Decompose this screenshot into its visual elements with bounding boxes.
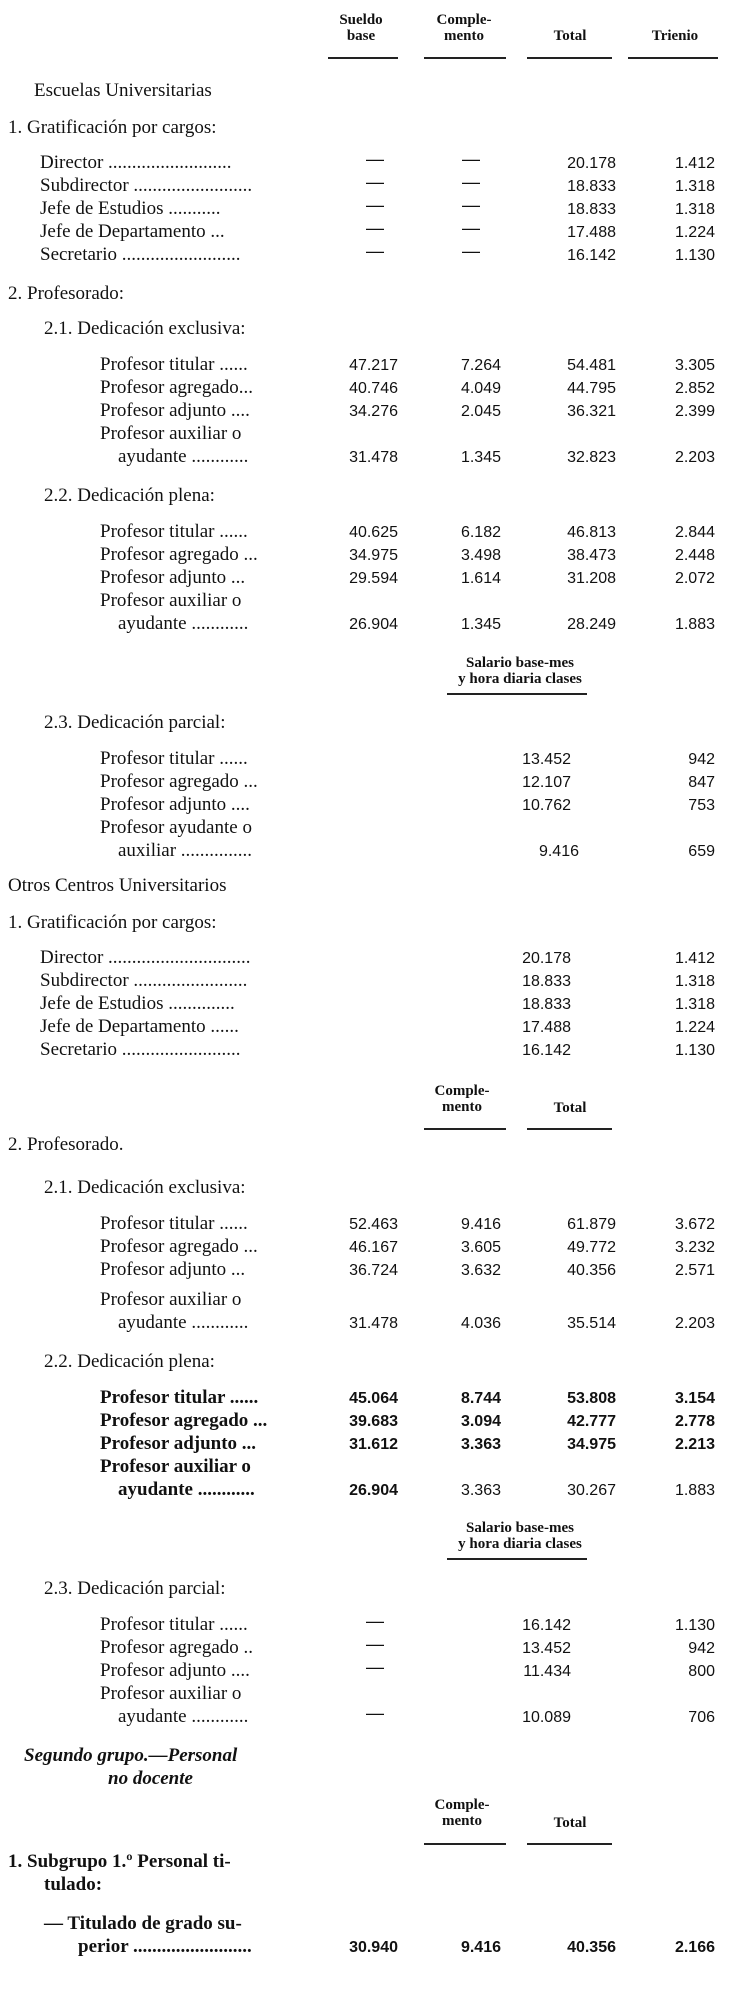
comp-cell: 3.363 (460, 1482, 501, 1499)
row-label: Profesor adjunto .... (100, 400, 250, 421)
cargo-label: Jefe de Estudios .............. (40, 993, 235, 1014)
cargo-total: 20.178 (522, 950, 571, 967)
comp-cell: 3.632 (460, 1262, 501, 1279)
sueldo-cell: 52.463 (349, 1216, 398, 1233)
header-rule (424, 1843, 506, 1845)
trienio-cell: 2.203 (674, 449, 715, 466)
cargo-label: Secretario ......................... (40, 1039, 241, 1060)
header-sueldo-base: Sueldo base (339, 12, 383, 44)
salario-cell: 16.142 (522, 1617, 571, 1634)
subgrupo-heading: 1. Subgrupo 1.º Personal ti- (8, 1851, 231, 1872)
row-label: Profesor agregado ... (100, 1410, 268, 1431)
total-cell: 40.356 (567, 1262, 616, 1279)
trienio-cell: 2.213 (674, 1436, 715, 1453)
comp-cell: 2.045 (460, 403, 501, 420)
row-label: Profesor agregado ... (100, 1236, 258, 1257)
row-label: Profesor auxiliar o (100, 1456, 251, 1477)
cargo-label: Jefe de Departamento ...... (40, 1016, 239, 1037)
cargo-label: Secretario ......................... (40, 244, 241, 265)
trienio-cell: 942 (688, 1640, 715, 1657)
cargo-trienio: 1.318 (674, 201, 715, 218)
total-cell: 44.795 (567, 380, 616, 397)
cargo-trienio: 1.224 (674, 1019, 715, 1036)
cargo-trienio: 1.224 (674, 224, 715, 241)
sueldo-cell: 39.683 (349, 1413, 398, 1430)
header-total: Total (553, 28, 587, 44)
comp-cell: 3.605 (460, 1239, 501, 1256)
row-label: Profesor agregado .. (100, 1637, 254, 1658)
cargo-label: Director .......................... (40, 152, 232, 173)
sueldo-cell: 31.478 (349, 1315, 398, 1332)
row-label: Profesor agregado ... (100, 544, 258, 565)
dash: — (366, 218, 384, 238)
cargo-label: Jefe de Estudios ........... (40, 198, 221, 219)
row-label-cont: ayudante ............ (118, 1479, 255, 1500)
sueldo-cell: 26.904 (349, 1482, 398, 1499)
trienio-cell: 2.571 (674, 1262, 715, 1279)
trienio-cell: 2.844 (674, 524, 715, 541)
profesorado-heading: 2. Profesorado. (8, 1134, 124, 1155)
section-title: Otros Centros Universitarios (8, 875, 227, 896)
salario-cell: 10.089 (522, 1709, 571, 1726)
dash: — (366, 195, 384, 215)
subsection-heading: 2.3. Dedicación parcial: (44, 712, 226, 733)
header-total: Total (553, 1815, 587, 1831)
header-rule (527, 57, 612, 59)
trienio-cell: 3.154 (674, 1390, 715, 1407)
sueldo-cell: 31.612 (349, 1436, 398, 1453)
total-cell: 34.975 (567, 1436, 616, 1453)
dash: — (462, 241, 480, 261)
salario-cell: 10.762 (522, 797, 571, 814)
comp-cell: 3.363 (460, 1436, 501, 1453)
row-label-cont: ayudante ............ (118, 446, 249, 467)
cargo-total: 18.833 (522, 973, 571, 990)
comp-cell: 4.049 (460, 380, 501, 397)
salario-cell: 13.452 (522, 1640, 571, 1657)
comp-cell: 1.614 (460, 570, 501, 587)
dash: — (462, 218, 480, 238)
row-label: Profesor titular ...... (100, 1213, 248, 1234)
row-label: Profesor agregado ... (100, 771, 258, 792)
total-cell: 46.813 (567, 524, 616, 541)
cargo-total: 17.488 (567, 224, 616, 241)
cargo-total: 16.142 (522, 1042, 571, 1059)
sueldo-cell: 47.217 (349, 357, 398, 374)
cargos-heading: 1. Gratificación por cargos: (8, 912, 217, 933)
total-cell: 54.481 (567, 357, 616, 374)
total-cell: 53.808 (567, 1390, 616, 1407)
trienio-cell: 1.130 (674, 1617, 715, 1634)
comp-cell: 9.416 (460, 1939, 501, 1956)
trienio-cell: 2.166 (674, 1939, 715, 1956)
total-cell: 42.777 (567, 1413, 616, 1430)
header-complemento: Comple- mento (434, 1083, 490, 1115)
trienio-cell: 2.852 (674, 380, 715, 397)
salario-cell: 11.434 (523, 1663, 571, 1680)
trienio-cell: 659 (688, 843, 715, 860)
trienio-cell: 2.203 (674, 1315, 715, 1332)
row-label: Profesor titular ...... (100, 1387, 259, 1408)
trienio-cell: 2.072 (674, 570, 715, 587)
dash: — (366, 1634, 384, 1654)
salario-header-line: Salario base-mes (466, 1520, 574, 1536)
cargo-trienio: 1.412 (674, 950, 715, 967)
cargo-label: Director .............................. (40, 947, 251, 968)
total-cell: 32.823 (567, 449, 616, 466)
header-rule (424, 57, 506, 59)
cargo-trienio: 1.130 (674, 1042, 715, 1059)
row-label: Profesor adjunto ... (100, 567, 246, 588)
dash: — (366, 1703, 384, 1723)
header-rule (527, 1128, 612, 1130)
group-title-cont: no docente (108, 1768, 193, 1789)
trienio-cell: 3.232 (674, 1239, 715, 1256)
subsection-heading: 2.3. Dedicación parcial: (44, 1578, 226, 1599)
trienio-cell: 1.883 (674, 616, 715, 633)
group-title: Segundo grupo.—Personal (24, 1745, 238, 1766)
total-cell: 28.249 (567, 616, 616, 633)
cargo-total: 18.833 (567, 201, 616, 218)
comp-cell: 1.345 (460, 616, 501, 633)
subsection-heading: 2.2. Dedicación plena: (44, 485, 215, 506)
sueldo-cell: 40.746 (349, 380, 398, 397)
trienio-cell: 2.448 (674, 547, 715, 564)
cargo-total: 17.488 (522, 1019, 571, 1036)
row-label: Profesor titular ...... (100, 748, 248, 769)
total-cell: 49.772 (567, 1239, 616, 1256)
salario-header-line: y hora diaria clases (458, 1536, 582, 1552)
sueldo-cell: 40.625 (349, 524, 398, 541)
subgrupo-heading-cont: tulado: (44, 1874, 103, 1895)
total-cell: 30.267 (567, 1482, 616, 1499)
trienio-cell: 3.305 (674, 357, 715, 374)
dash: — (366, 1657, 384, 1677)
dash: — (366, 1611, 384, 1631)
row-label-cont: ayudante ............ (118, 613, 249, 634)
cargo-label: Subdirector ........................ (40, 970, 248, 991)
comp-cell: 7.264 (460, 357, 501, 374)
subsection-heading: 2.1. Dedicación exclusiva: (44, 1177, 246, 1198)
row-label: Profesor adjunto ... (100, 1259, 246, 1280)
sueldo-cell: 30.940 (349, 1939, 398, 1956)
trienio-cell: 1.883 (674, 1482, 715, 1499)
comp-cell: 9.416 (460, 1216, 501, 1233)
cargo-trienio: 1.318 (674, 178, 715, 195)
salario-header (415, 655, 625, 687)
row-label: Profesor titular ...... (100, 354, 248, 375)
comp-cell: 1.345 (460, 449, 501, 466)
salario-cell: 9.416 (538, 843, 579, 860)
row-label: Profesor adjunto .... (100, 794, 250, 815)
dash: — (366, 149, 384, 169)
row-label: Profesor titular ...... (100, 1614, 248, 1635)
total-cell: 35.514 (567, 1315, 616, 1332)
dash: — (462, 195, 480, 215)
row-label: Profesor agregado... (100, 377, 254, 398)
total-cell: 61.879 (567, 1216, 616, 1233)
header-rule (527, 1843, 612, 1845)
cargos-heading: 1. Gratificación por cargos: (8, 117, 217, 138)
row-label-cont: ayudante ............ (118, 1312, 249, 1333)
dash: — (366, 241, 384, 261)
total-cell: 38.473 (567, 547, 616, 564)
sueldo-cell: 45.064 (349, 1390, 398, 1407)
salario-header-line: y hora diaria clases (458, 671, 582, 687)
cargo-trienio: 1.130 (674, 247, 715, 264)
row-label: — Titulado de grado su- (44, 1913, 242, 1934)
comp-cell: 3.094 (460, 1413, 501, 1430)
header-rule (628, 57, 718, 59)
section-title: Escuelas Universitarias (34, 80, 212, 101)
sueldo-cell: 26.904 (349, 616, 398, 633)
salario-cell: 13.452 (522, 751, 571, 768)
cargo-trienio: 1.318 (674, 973, 715, 990)
trienio-cell: 942 (688, 751, 715, 768)
dash: — (462, 149, 480, 169)
comp-cell: 6.182 (460, 524, 501, 541)
row-label: Profesor ayudante o (100, 817, 252, 838)
cargo-total: 18.833 (567, 178, 616, 195)
profesorado-heading: 2. Profesorado: (8, 283, 125, 304)
row-label: Profesor auxiliar o (100, 1289, 242, 1310)
comp-cell: 8.744 (460, 1390, 501, 1407)
row-label: Profesor auxiliar o (100, 423, 242, 444)
salario-rule (447, 693, 587, 695)
trienio-cell: 3.672 (674, 1216, 715, 1233)
trienio-cell: 800 (688, 1663, 715, 1680)
cargo-total: 16.142 (567, 247, 616, 264)
sueldo-cell: 46.167 (349, 1239, 398, 1256)
row-label: Profesor adjunto ... (100, 1433, 257, 1454)
header-total: Total (553, 1100, 587, 1116)
trienio-cell: 2.778 (674, 1413, 715, 1430)
sueldo-cell: 36.724 (349, 1262, 398, 1279)
subsection-heading: 2.2. Dedicación plena: (44, 1351, 215, 1372)
row-label: Profesor auxiliar o (100, 590, 242, 611)
salario-rule (447, 1558, 587, 1560)
header-complemento: Comple- mento (436, 12, 492, 44)
dash: — (366, 172, 384, 192)
dash: — (462, 172, 480, 192)
cargo-label: Jefe de Departamento ... (40, 221, 225, 242)
header-rule (424, 1128, 506, 1130)
total-cell: 36.321 (567, 403, 616, 420)
cargo-label: Subdirector ......................... (40, 175, 253, 196)
trienio-cell: 706 (688, 1709, 715, 1726)
row-label-cont: ayudante ............ (118, 1706, 249, 1727)
row-label-cont: auxiliar ............... (118, 840, 253, 861)
sueldo-cell: 34.276 (349, 403, 398, 420)
row-label: Profesor adjunto .... (100, 1660, 250, 1681)
comp-cell: 3.498 (460, 547, 501, 564)
salario-header-line: Salario base-mes (466, 655, 574, 671)
salario-cell: 12.107 (522, 774, 571, 791)
header-trienio: Trienio (651, 28, 699, 44)
sueldo-cell: 29.594 (349, 570, 398, 587)
trienio-cell: 847 (688, 774, 715, 791)
row-label-cont: perior ......................... (78, 1936, 252, 1957)
row-label: Profesor auxiliar o (100, 1683, 242, 1704)
subsection-heading: 2.1. Dedicación exclusiva: (44, 318, 246, 339)
total-cell: 31.208 (567, 570, 616, 587)
cargo-total: 20.178 (567, 155, 616, 172)
header-complemento: Comple- mento (434, 1797, 490, 1829)
trienio-cell: 2.399 (674, 403, 715, 420)
header-rule (328, 57, 398, 59)
total-cell: 40.356 (567, 1939, 616, 1956)
cargo-total: 18.833 (522, 996, 571, 1013)
cargo-trienio: 1.412 (674, 155, 715, 172)
sueldo-cell: 31.478 (349, 449, 398, 466)
trienio-cell: 753 (688, 797, 715, 814)
cargo-trienio: 1.318 (674, 996, 715, 1013)
sueldo-cell: 34.975 (349, 547, 398, 564)
row-label: Profesor titular ...... (100, 521, 248, 542)
salario-header (415, 1520, 625, 1552)
comp-cell: 4.036 (460, 1315, 501, 1332)
